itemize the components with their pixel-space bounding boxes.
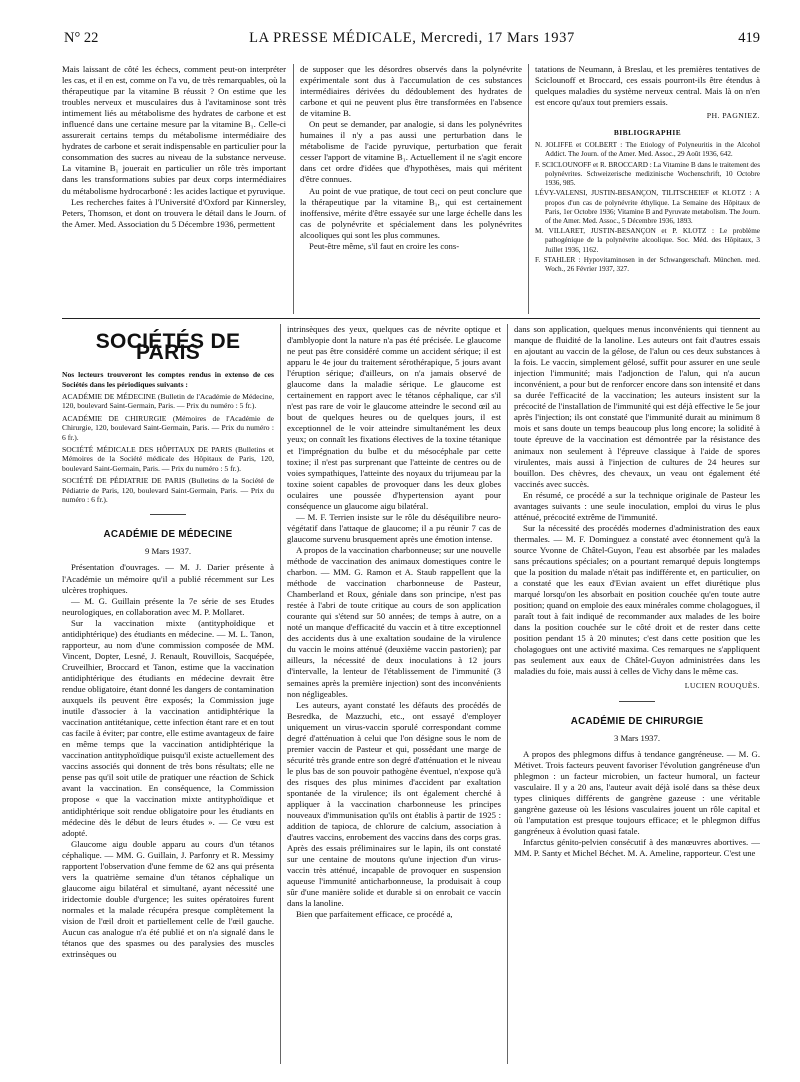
issue-number: N° 22 — [64, 30, 99, 46]
author-signature: PH. PAGNIEZ. — [706, 111, 760, 121]
paragraph: tatations de Neumann, à Breslau, et les premières tentatives de Sciclounoff et Broccard, ces essais pourront-ils être étendus à quelques maladies du système nerveux central. Mais là on n'en est encore qu'aux tout premiers essais. — [535, 64, 760, 108]
paragraph: Les recherches faites à l'Université d'Oxford par Kinnersley, Peters, Thomson, et dont on trouvera le détail dans le Journ. of the Amer. Med. Association du 5 Décembre 1936, permettent — [62, 196, 286, 229]
paragraph: Mais laissant de côté les échecs, comment peut-on interpréter les cas, et il en est, comme on l'a vu, de très remarquables, où la thérapeutique par la vitamine B réussit ? On estime que les troubles nerveux et musculaires dus à l'avitaminose sont très intimement liés au métabolisme des hydrates de carbone et est influencé dans une certaine mesure par la vitamine B₁. Celle-ci assurerait certains temps du métabolisme intermédiaire des hydrates de carbone et serait indispensable en particulier pour la consommation des sucres au niveau de la substance nerveuse. La vitamine B₁ jouerait en particulier un rôle très important dans les transformations subies par deux corps intermédiaires du métabolisme hydrocarboné : les acides lactique et pyruvique. — [62, 64, 286, 196]
academy-heading: ACADÉMIE DE MÉDECINE — [103, 529, 233, 541]
bibliography-entry: LÉVY-VALENSI, JUSTIN-BESANÇON, TILITSCHEIEF et KLOTZ : A propos d'un cas de polynévrite éthylique. La Semaine des Hôpitaux de Paris, 1er Octobre 1936; Vitamine B and Pyruvate metabolism. The Journ. of the Amer. Med. Assoc., 5 Décembre 1936, 1893. — [535, 189, 760, 225]
society-entry: SOCIÉTÉ MÉDICALE DES HÔPITAUX DE PARIS (Bulletins et Mémoires de la Société médicale des Hôpitaux de Paris, 120, boulevard Saint-Germain, Paris. — Prix du numéro : 5 fr.). — [62, 444, 274, 473]
top-column-3 — [535, 64, 760, 314]
society-entry: ACADÉMIE DE CHIRURGIE (Mémoires de l'Académie de Chirurgie, 120, boulevard Saint-Germain, Paris. — Prix du numéro : 6 fr.). — [62, 413, 274, 442]
bibliography-list — [535, 141, 760, 274]
paragraph: Infarctus génito-pelvien consécutif à des manœuvres abortives. — MM. P. Santy et Michel Béchet. M. A. Ameline, rapporteur. C'est une — [514, 837, 760, 859]
bibliography-entry: F. SCICLOUNOFF et R. BROCCARD : La Vitamine B dans le traitement des polynévrites. Schweizerische medizinische Wochenschrift, 10 Octobre 1936, 985. — [535, 160, 760, 188]
societies-intro: Nos lecteurs trouveront les comptes rendus in extenso de ces Sociétés dans les périodiques suivants : — [62, 370, 274, 389]
top-column-2 — [300, 64, 522, 314]
section-rule — [62, 318, 760, 319]
bibliography-entry: N. JOLIFFE et COLBERT : The Etiology of Polyneuritis in the Alcohol Addict. The Journ. of the Amer. Med. Assoc., 29 Août 1936, 642. — [535, 141, 760, 159]
academy-heading: ACADÉMIE DE CHIRURGIE — [570, 715, 704, 727]
paragraph: Présentation d'ouvrages. — M. J. Darier présente à l'Académie un mémoire qu'il a publié récemment sur Les ulcères trophiques. — [62, 562, 274, 595]
bottom-column-2 — [287, 324, 501, 1064]
society-entry: SOCIÉTÉ DE PÉDIATRIE DE PARIS (Bulletins de la Société de Pédiatrie de Paris, 120, boulevard Saint-Germain, Paris. — Prix du numéro : 6 fr.). — [62, 476, 274, 504]
bottom-column-3 — [514, 324, 760, 1064]
section-title: SOCIÉTÉS DE PARIS — [95, 330, 241, 365]
bibliography-entry: M. VILLARET, JUSTIN-BESANÇON et P. KLOTZ : Le problème pathogénique de la polynévrite alcoolique. Soc. Méd. des Hôpitaux, 3 Juillet 1936, 1162. — [535, 227, 760, 254]
page-header — [64, 30, 760, 52]
paragraph: de supposer que les désordres observés dans la polynévrite expérimentale sont dus à l'accumulation de ces substances intermédiaires dérivées du dédoublement des hydrates de carbone et qui ne peuvent plus être transformées en l'absence de vitamine B. — [300, 64, 522, 119]
paragraph: Les auteurs, ayant constaté les défauts des procédés de Besredka, de Mazzuchi, etc., ont essayé d'employer uniquement un virus-vaccin sporulé correspondant comme degré d'atténuation à celui que l'on désigne sous le nom de premier vaccin de Pasteur et qui, possédant une marge de sécurité très grande entre son degré d'atténuation et le niveau le plus bas de son pouvoir pathogène éventuel, n'expose qu'à des risques des plus minimes d'accident par exaltation spontanée de la virulence; ils ont également cherché à appliquer à la vaccination charbonneuse les principes nouveaux d'immunisation qu'ils ont établis à partir de 1925 : addition de tapioca, de chlorure de calcium, association à d'autres vaccins, enrobement des vaccins dans des corps gras. Après des essais préliminaires sur le lapin, ils ont constaté sur une centaine de moutons qu'une injection d'un virus-vaccin très atténué, incapable de provoquer en suspension aqueuse l'immunité anticharbonneuse, la produisait à coup sûr d'une manière solide et durable si on enrobait ce vaccin dans la lanoline. — [287, 699, 501, 909]
paragraph: Sur la nécessité des procédés modernes d'administration des eaux thermales. — M. F. Dominguez a constaté avec étonnement qu'à la source Yvonne de Châtel-Guyon, l'eau est absorbée par les malades sans précautions spéciales; on a pourtant remarqué depuis longtemps que la position du malade n'était pas indifférente et, en particulier, on a constaté que les eaux d'Evian avaient un effet diurétique plus marqué lorsqu'on les absorbait en position couchée qu'en toute autre position; quand on emploie des eaux minérales comme cholagogues, il paraît tout à fait indiqué de recommander aux malades de les boire dans la position couchée sur le côté droit et de rester dans cette position pendant 15 à 20 minutes; c'est dans cette position que les cholagogues ont une activité maxima. Ces remarques ne s'appliquent pas seulement aux eaux de Châtel-Guyon administrées dans les maladies du foie, mais aussi à celles de Vichy dans le même cas. — [514, 522, 760, 677]
paragraph: A propos des phlegmons diffus à tendance gangréneuse. — M. G. Métivet. Trois facteurs peuvent favoriser l'évolution gangréneuse d'un phlegmon : un facteur microbien, un facteur humoral, un facteur vasculaire. Il y a 20 ans, l'auteur avait déjà isolé dans sa thèse deux types cliniques différents de gangrène gazeuse : une véritable gangrène gazeuse où les lésions vasculaires jouent un rôle capital et où l'amputation est presque toujours efficace; et le phlegmon diffus gangréneux à évolution quasi fatale. — [514, 748, 760, 836]
paragraph: En résumé, ce procédé a sur la technique originale de Pasteur les avantages suivants : une seule inoculation, emploi du virus le plus atténué, précocité extrême de l'immunité. — [514, 489, 760, 522]
bibliography-entry: F. STAHLER : Hypovitaminosen in der Schwangerschaft. München. med. Woch., 26 Février 1937, 327. — [535, 255, 760, 273]
column-divider — [293, 64, 294, 314]
session-date: 3 Mars 1937. — [613, 732, 661, 743]
paragraph: Glaucome aigu double apparu au cours d'un tétanos céphalique. — MM. G. Guillain, J. Parfonry et R. Messimy rapportent l'observation d'une femme de 62 ans qui présenta vers la quatrième semaine d'un tétanos céphalique un glaucome aigu bilatéral et simultané, ayant nécessité une iridectomie double d'urgence; les suites opératoires furent normales et la malade récupéra presque complètement la vision de l'œil droit et partiellement celle de l'œil gauche. Aucun cas analogue n'a été publié et on n'a signalé dans le tétanos que des spasmes ou des paralysies des muscles extrinsèques ou — [62, 838, 274, 960]
paragraph: Au point de vue pratique, de tout ceci on peut conclure que la thérapeutique par la vitamine B₁, qui est certainement inoffensive, mérite d'être essayée sur une large échelle dans les cas de polynévrite et spécialement dans les polynévrites alcooliques qui sont les plus communes. — [300, 185, 522, 240]
paragraph: intrinsèques des yeux, quelques cas de névrite optique et d'amblyopie dont la nature n'a pas été précisée. Le glaucome ne peut pas être considéré comme un accident sérique; il est apparu le 4e jour du traitement sérothérapique, 5 jours avant l'éruption sérique; d'ailleurs, on n'a jamais observé de glaucome dans la maladie sérique. Le glaucome est certainement en rapport avec le tétanos céphalique, car s'il n'est pas rare de voir le glaucome atteindre le second œil au bout de quelques heures ou de quelques jours, il est exceptionnel de le voir atteindre simultanément les deux yeux; on connaît les fixations électives de la toxine tétanique et l'imprégnation du bulbe et du mésocéphale par cette toxine; il n'est pas surprenant que l'atteinte de centres ou de voies sympathiques, l'atteinte des noyaux du trijumeau par la toxine soient capables de provoquer dans les deux globes oculaires une poussée d'hypertension ayant pour conséquence un glaucome aigu bilatéral. — [287, 324, 501, 511]
societies-notice — [62, 370, 274, 504]
column-divider — [528, 64, 529, 314]
paragraph: A propos de la vaccination charbonneuse; sur une nouvelle méthode de vaccination des animaux domestiques contre le charbon. — MM. G. Ramon et A. Staub rappellent que la méthode de vaccination charbonneuse de Pasteur, Chamberland et Roux, géniale dans son principe, n'est pas restée à l'abri de toute critique au cours de son application courante qui s'étend sur 50 années; de temps à autre, on a noté un manque d'efficacité du vaccin et à titre exceptionnel des accidents dus à une exaltation soudaine de la virulence du vaccin le moins atténué (deuxième vaccin pastorien); par ailleurs, la nécessité de deux inoculations à 12 jours d'intervalle, la lenteur de l'établissement de l'immunité (3 semaines après la première injection) sont des inconvénients non négligeables. — [287, 544, 501, 699]
journal-title: LA PRESSE MÉDICALE, Mercredi, 17 Mars 1937 — [249, 30, 575, 46]
paragraph: Peut-être même, s'il faut en croire les cons- — [309, 240, 460, 251]
paragraph: dans son application, quelques menus inconvénients qui tiennent au manque de fluidité de la lanoline. Les auteurs ont fait d'autres essais en ajoutant au vaccin de la gélose, de l'alun ou ces deux substances à la fois. Le vaccin, simplement gélosé, suffit pour assurer en une seule injection l'immunité; mais l'adjonction de l'alun, qui n'a aucun inconvénient, a pour but de renforcer encore dans son intensité et dans sa durée l'efficacité de la vaccination; les auteurs insistent sur la précocité de l'installation de l'immunité qui est déjà effective le 5e jour après l'injection; ils ont constaté que l'immunité durait au minimum 8 mois et sans doute un temps beaucoup plus long encore; la solidité à toute épreuve de la vaccination est démontrée par la résistance des animaux non seulement à l'épreuve classique à l'aide de spores virulentes, mais aussi à l'injection de cultures de 24 heures sur bouillon. Des chèvres, des chevaux, un veau ont également été vaccinés avec succès. — [514, 324, 760, 489]
paragraph: Sur la vaccination mixte (antityphoïdique et antidiphtérique) des étudiants en médecine. — M. L. Tanon, rapporteur, au nom d'une commission composée de MM. Vincent, Dopter, Lesné, J. Renault, Rouvillois, Sacquépée, Cruveilhier, Broccard et Tanon, estime que la vaccination antidiphtérique des étudiants en médecine devrait être rendue obligatoire, étant donné les dangers de contamination auxquels ils peuvent être exposés; la Commission juge inutile d'associer à la vaccination antidiphtérique la vaccination antitétanique, cette infection étant rare et en tout cas facile à éviter; par contre, elle estime avantageux de faire en même temps que la vaccination antidiphtérique la vaccination antityphoïdique puisqu'il existe actuellement des vaccins associés qui donnent de très bons résultats; elle ne pense pas qu'il soit utile de pratiquer une réaction de Schick avant la vaccination. En conséquence, la Commission propose « que la vaccination mixte antityphoïdique et antidiphtérique soit rendue obligatoire pour les étudiants en médecine dès le début de leurs études ». — Ce vœu est adopté. — [62, 617, 274, 838]
paragraph: On peut se demander, par analogie, si dans les polynévrites humaines il n'y a pas aussi une perturbation dans le métabolisme de l'acide pyruvique, perturbation que ferait cesser l'apport de vitamine B₁. Actuellement il ne s'agit encore dans cet ordre d'idées que d'hypothèses, mais qui méritent d'être connues. — [300, 119, 522, 185]
session-date: 9 Mars 1937. — [144, 546, 192, 557]
column-divider — [507, 324, 508, 1064]
society-entry: ACADÉMIE DE MÉDECINE (Bulletin de l'Académie de Médecine, 120, boulevard Saint-Germain, Paris. — Prix du numéro : 5 fr.). — [62, 391, 274, 411]
page-number: 419 — [738, 30, 760, 46]
bibliography-heading: BIBLIOGRAPHIE — [613, 128, 682, 138]
paragraph: Bien que parfaitement efficace, ce procédé a, — [296, 909, 453, 920]
paragraph: — M. G. Guillain présente la 7e série de ses Etudes neurologiques, en collaboration avec M. P. Mollaret. — [62, 595, 274, 617]
top-column-1 — [62, 64, 286, 314]
column-divider — [280, 324, 281, 1064]
author-signature: LUCIEN ROUQUÈS. — [684, 680, 760, 690]
short-rule — [150, 514, 186, 515]
short-rule — [619, 701, 655, 702]
paragraph: — M. F. Terrien insiste sur le rôle du déséquilibre neuro-végétatif dans l'attaque de glaucome; il a pu réunir 7 cas de glaucome survenu brusquement après une émotion intense. — [287, 511, 501, 544]
bottom-column-1 — [62, 324, 274, 1064]
